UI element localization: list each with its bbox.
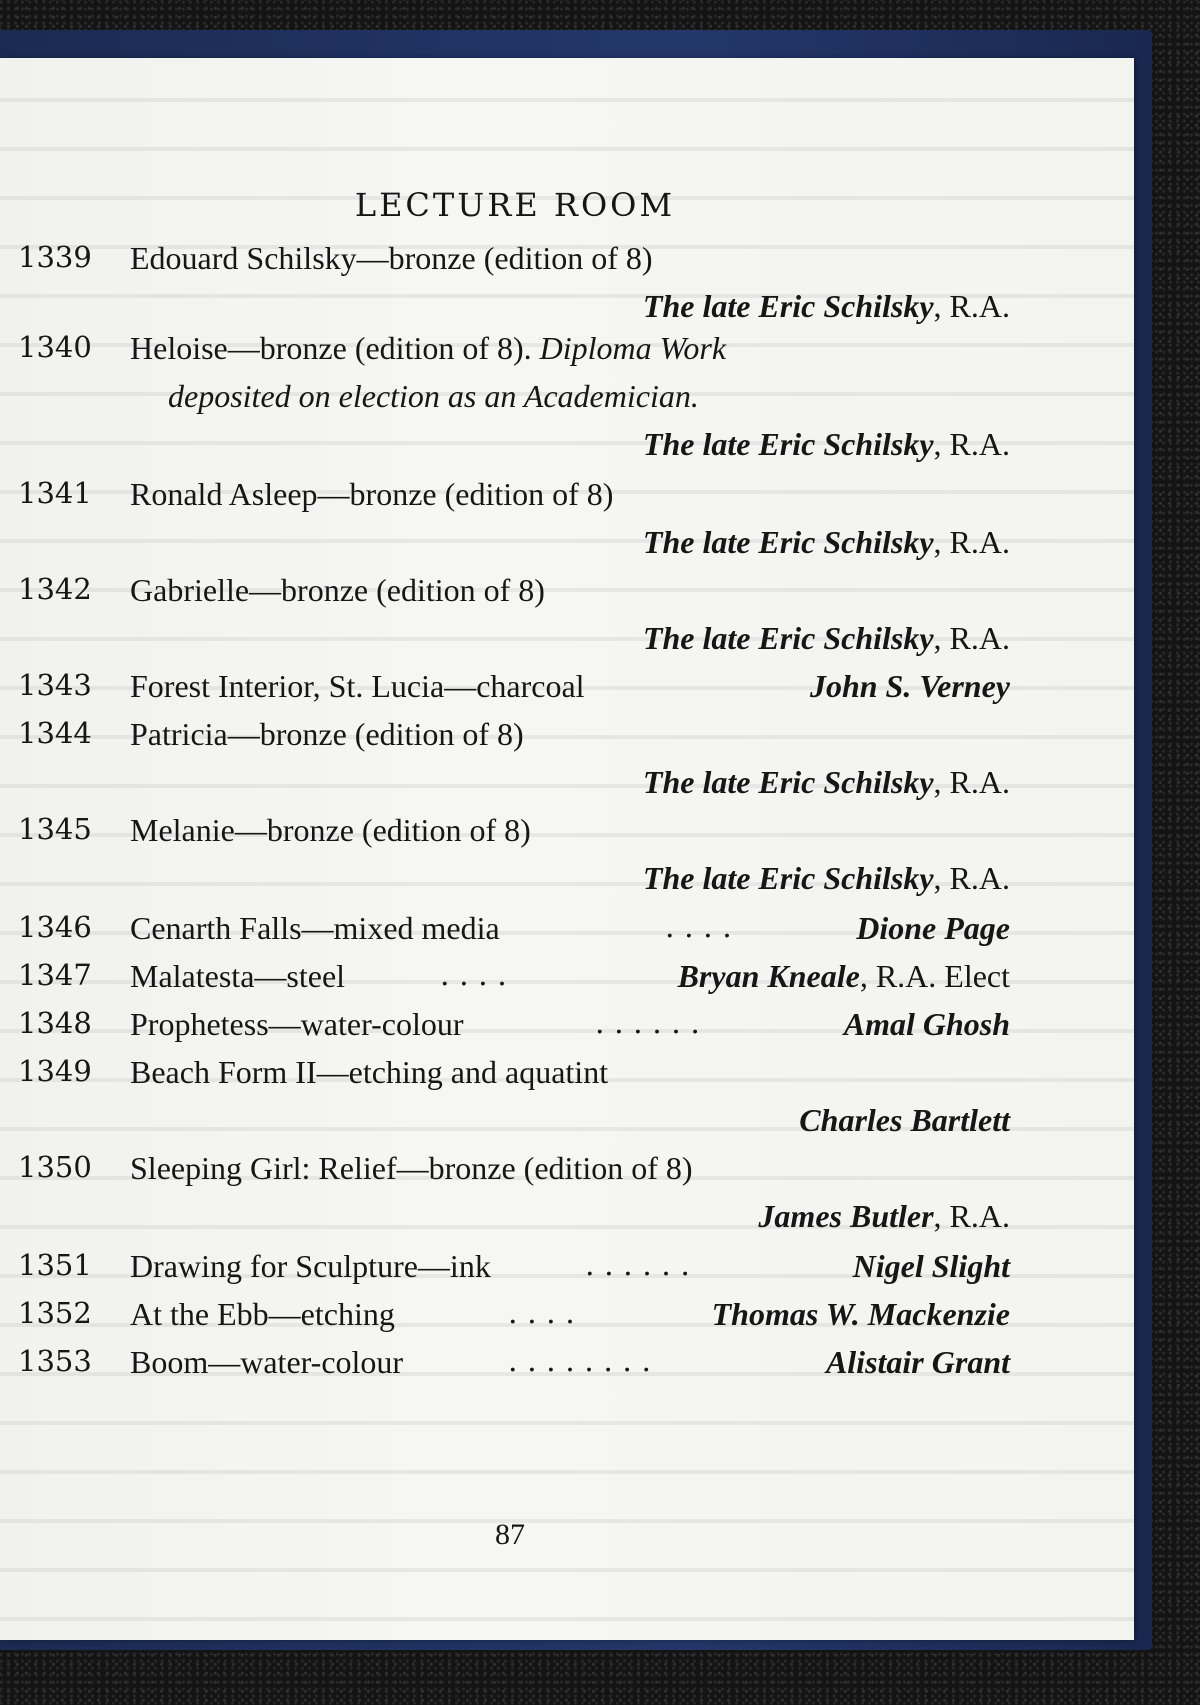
entry-title: Beach Form II—etching and aquatint [130,1054,609,1090]
entry-number: 1342 [18,572,92,606]
entry-number: 1340 [18,330,92,364]
catalogue-entry [0,1150,1010,1196]
artist-name: The late Eric Schilsky [642,620,934,656]
entry-number: 1350 [18,1150,92,1184]
artist-suffix: , R.A. [933,764,1010,800]
entry-title: Edouard Schilsky—bronze (edition of 8) [130,240,653,276]
page-number: 87 [495,1518,525,1551]
artist-credit [643,620,1010,657]
entry-number: 1345 [18,812,92,846]
entry-title: Malatesta—steel [130,958,346,994]
artist-suffix: , R.A. [933,288,1010,324]
catalogue-entry [0,1054,1010,1100]
entry-title-italic: Diploma Work [531,330,727,366]
artist-credit [643,524,1010,561]
catalogue-entry-artist-line [0,764,1010,810]
entry-title: Sleeping Girl: Relief—bronze (edition of 8) [130,1150,693,1186]
catalogue-entry [0,1006,1010,1052]
entry-title: Forest Interior, St. Lucia—charcoal [130,668,585,704]
entry-number: 1346 [18,910,92,944]
entry-title: Gabrielle—bronze (edition of 8) [130,572,545,608]
entry-number: 1343 [18,668,92,702]
entry-number: 1353 [18,1344,92,1378]
artist-credit [643,426,1010,463]
artist-suffix: , R.A. Elect [859,958,1010,994]
artist-name: The late Eric Schilsky [642,524,934,560]
artist-suffix: , R.A. [933,620,1010,656]
artist-name: James Butler [758,1198,934,1234]
artist-name: John S. Verney [809,668,1010,704]
entry-title: Drawing for Sculpture—ink [130,1248,491,1284]
leader-dots: . . . . [440,958,507,993]
artist-name: Charles Bartlett [799,1102,1010,1138]
entry-number: 1349 [18,1054,92,1088]
catalogue-entry-continuation [0,378,1010,424]
catalogue-entry [0,330,1010,376]
artist-credit [643,764,1010,801]
leader-dots: . . . . . . . . [508,1344,652,1379]
leader-dots: . . . . [665,910,732,945]
artist-name: The late Eric Schilsky [642,764,934,800]
entry-continuation: deposited on election as an Academician. [168,378,699,414]
entry-number: 1344 [18,716,92,750]
catalogue-entry [0,476,1010,522]
leader-dots: . . . . . . [585,1248,690,1283]
catalogue-entry [0,240,1010,286]
artist-credit [678,958,1010,995]
artist-name: The late Eric Schilsky [642,426,934,462]
entry-number: 1351 [18,1248,92,1282]
artist-name: The late Eric Schilsky [642,288,934,324]
catalogue-entry-artist-line [0,620,1010,666]
entry-number: 1352 [18,1296,92,1330]
artist-suffix: , R.A. [933,860,1010,896]
catalogue-entry-artist-line [0,426,1010,472]
artist-name: Dione Page [856,910,1010,946]
entry-title: Patricia—bronze (edition of 8) [130,716,524,752]
entry-title: Melanie—bronze (edition of 8) [130,812,531,848]
catalogue-entry [0,812,1010,858]
entry-title: Boom—water-colour [130,1344,404,1380]
catalogue-entry [0,668,1010,714]
artist-credit [643,288,1010,325]
catalogue-entry-artist-line [0,1102,1010,1148]
artist-name: Nigel Slight [852,1248,1010,1284]
catalogue-entry [0,958,1010,1004]
catalogue-page [0,58,1134,1640]
page-heading: LECTURE ROOM [354,186,676,224]
artist-name: Alistair Grant [825,1344,1010,1380]
catalogue-entry [0,1296,1010,1342]
entry-number: 1348 [18,1006,92,1040]
artist-credit [758,1198,1010,1235]
catalogue-entry-artist-line [0,1198,1010,1244]
artist-suffix: , R.A. [933,524,1010,560]
artist-credit [643,860,1010,897]
entry-number: 1339 [18,240,92,274]
entry-number: 1347 [18,958,92,992]
entry-title [130,330,726,367]
entry-title: At the Ebb—etching [130,1296,395,1332]
artist-name: Thomas W. Mackenzie [711,1296,1010,1332]
catalogue-entry [0,1248,1010,1294]
entry-title-text: Heloise—bronze (edition of 8). [130,330,532,366]
catalogue-entry-artist-line [0,860,1010,906]
entry-title: Prophetess—water-colour [130,1006,464,1042]
catalogue-entry [0,910,1010,956]
catalogue-entry [0,1344,1010,1390]
catalogue-entry-artist-line [0,288,1010,334]
artist-name: The late Eric Schilsky [642,860,934,896]
catalogue-entry [0,716,1010,762]
leader-dots: . . . . . . [595,1006,700,1041]
artist-suffix: , R.A. [933,1198,1010,1234]
entry-title: Cenarth Falls—mixed media [130,910,500,946]
artist-name: Bryan Kneale [677,958,860,994]
entry-title: Ronald Asleep—bronze (edition of 8) [130,476,614,512]
entry-number: 1341 [18,476,92,510]
leader-dots: . . . . [508,1296,575,1331]
catalogue-entry-artist-line [0,524,1010,570]
artist-suffix: , R.A. [933,426,1010,462]
artist-name: Amal Ghosh [843,1006,1010,1042]
catalogue-entry [0,572,1010,618]
